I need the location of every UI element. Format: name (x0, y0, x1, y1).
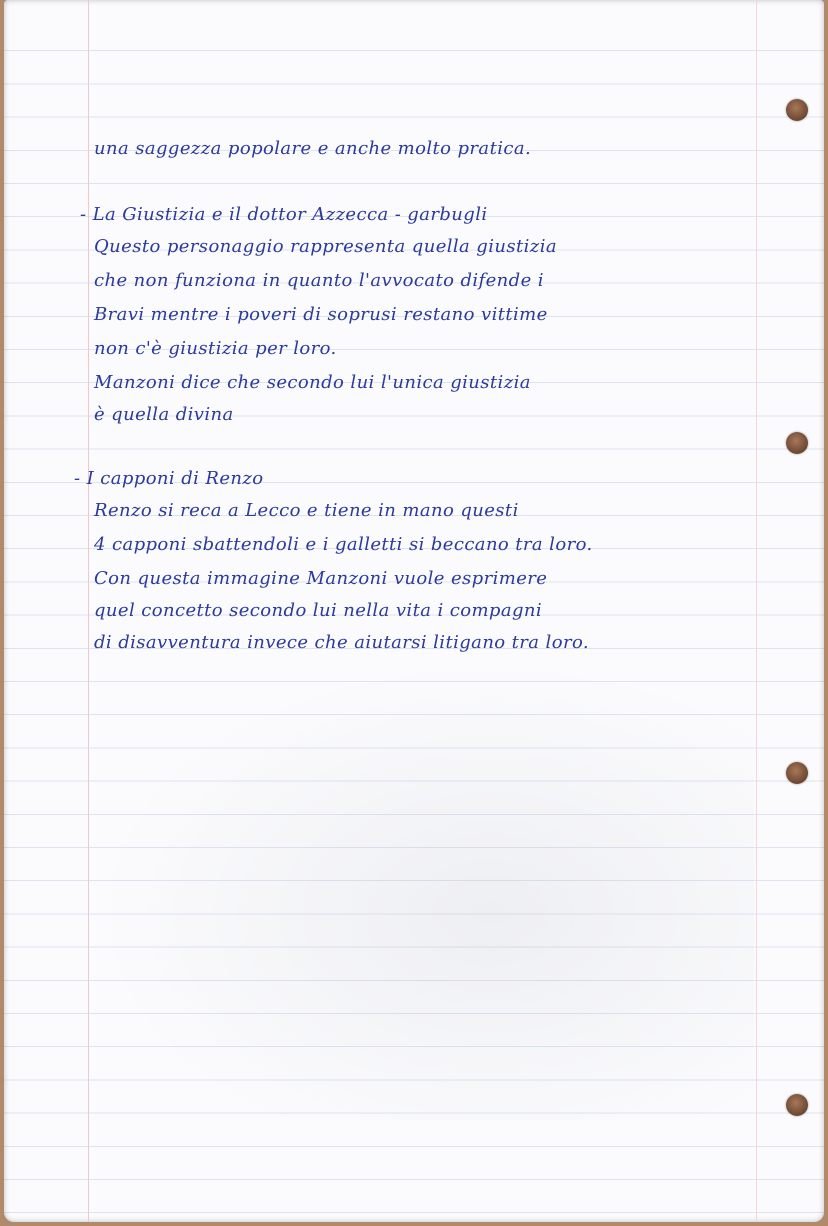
punch-hole (786, 432, 808, 454)
note-line: quel concetto secondo lui nella vita i compagni (94, 600, 543, 621)
punch-hole (786, 1094, 808, 1116)
left-margin-line (88, 0, 89, 1222)
note-line: non c'è giustizia per loro. (94, 338, 337, 359)
section-heading-capponi: - I capponi di Renzo (74, 468, 264, 489)
note-line: Bravi mentre i poveri di soprusi restano vittime (94, 304, 548, 325)
punch-hole (786, 99, 808, 121)
note-line: Questo personaggio rappresenta quella giustizia (94, 236, 557, 257)
punch-hole (786, 762, 808, 784)
right-margin-line (756, 0, 757, 1222)
bleed-through-shadow (94, 660, 754, 1120)
note-line: Manzoni dice che secondo lui l'unica giustizia (94, 372, 531, 393)
note-line: Renzo si reca a Lecco e tiene in mano questi (94, 500, 519, 521)
note-line: di disavventura invece che aiutarsi litigano tra loro. (94, 632, 589, 653)
note-line: che non funziona in quanto l'avvocato difende i (94, 270, 544, 291)
note-line: Con questa immagine Manzoni vuole esprimere (94, 568, 548, 589)
note-line: una saggezza popolare e anche molto pratica. (94, 138, 532, 159)
notebook-page (4, 0, 824, 1222)
note-line: è quella divina (94, 404, 234, 425)
section-heading-giustizia: - La Giustizia e il dottor Azzecca - garbugli (80, 204, 488, 225)
note-line: 4 capponi sbattendoli e i galletti si beccano tra loro. (94, 534, 593, 555)
